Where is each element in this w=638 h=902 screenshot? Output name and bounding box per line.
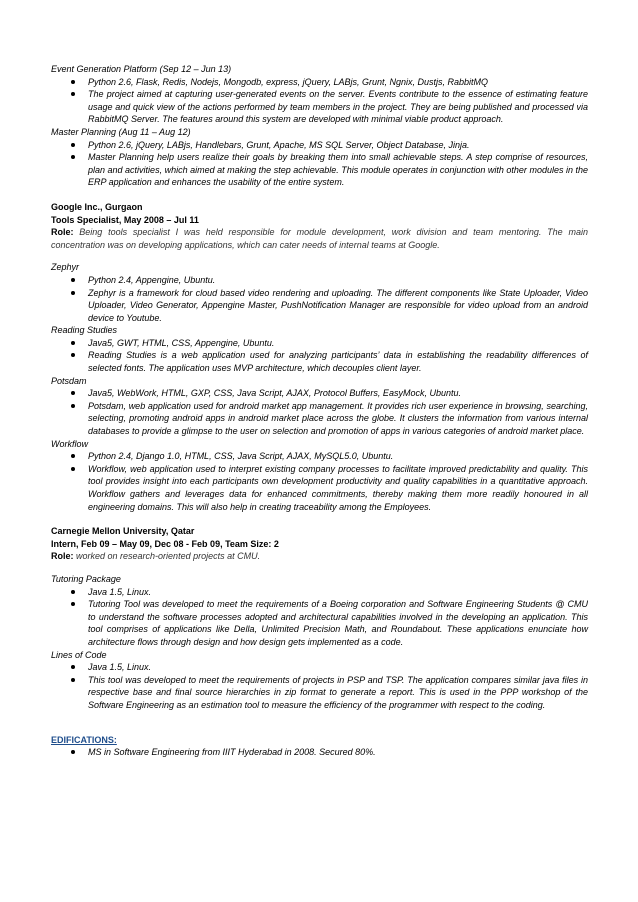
bullet-item: Reading Studies is a web application used for analyzing participants’ data in establishing the readability differences of selected fonts. The application uses MVP architecture, which decouples client layer.	[51, 349, 588, 374]
project-name: Potsdam	[51, 375, 87, 386]
project-name: Reading Studies	[51, 325, 118, 336]
job-title: Tools Specialist, May 2008 – Jul 11	[51, 214, 199, 225]
experience-google	[51, 201, 588, 513]
project-bullets	[51, 661, 588, 711]
role-description	[51, 226, 588, 251]
project-name: Master Planning (Aug 11 – Aug 12)	[51, 126, 191, 137]
bullet-item: Python 2.4, Django 1.0, HTML, CSS, Java Script, AJAX, MySQL5.0, Ubuntu.	[51, 450, 588, 463]
role-label: Role:	[51, 227, 74, 238]
project-name: Zephyr	[51, 262, 80, 273]
employer-name: Google Inc., Gurgaon	[51, 201, 143, 212]
project-bullets	[51, 337, 588, 375]
bullet-item: Potsdam, web application used for android market app management. It provides rich user experience in browsing, searching, selecting, promoting android apps in android market place across the globe. It clusters the information from various internal databases to provide a glimpse to the user on selection and promotion of apps in various categories of android market place.	[51, 400, 588, 438]
bullet-item: Python 2.6, jQuery, LABjs, Handlebars, Grunt, Apache, MS SQL Server, Object Database, Jinja.	[51, 139, 588, 152]
bullet-item: Python 2.6, Flask, Redis, Nodejs, Mongodb, express, jQuery, LABjs, Grunt, Ngnix, Dustjs, RabbitMQ	[51, 76, 588, 89]
project-bullets	[51, 274, 588, 324]
role-description	[51, 550, 588, 563]
project-bullets	[51, 387, 588, 437]
project-bullets	[51, 450, 588, 513]
bullet-item: Java 1.5, Linux.	[51, 661, 588, 674]
role-label: Role:	[51, 551, 74, 562]
bullet-item: Java5, GWT, HTML, CSS, Appengine, Ubuntu.	[51, 337, 588, 350]
employer-name: Carnegie Mellon University, Qatar	[51, 526, 195, 537]
experience-cmu	[51, 525, 588, 711]
project-name: Tutoring Package	[51, 573, 121, 584]
bullet-item: The project aimed at capturing user-generated events on the server. Events contribute to the essence of estimating feature usage and quick view of the actions performed by team members in the project. They are being published and processed via RabbitMQ Server. The features around this system are developed with minimal viable product approach.	[51, 88, 588, 126]
bullet-item: Master Planning help users realize their goals by breaking them into small achievable steps. A step comprise of resources, plan and activities, which aimed at making the step achievable. This module operates in conjunction with other modules in the ERP application and enhances the usability of the entire system.	[51, 151, 588, 189]
project-name: Event Generation Platform (Sep 12 – Jun 13)	[51, 64, 232, 74]
role-text: worked on research-oriented projects at CMU.	[76, 551, 261, 562]
job-title: Intern, Feb 09 – May 09, Dec 08 - Feb 09, Team Size: 2	[51, 538, 279, 549]
section-heading: EDIFICATIONS:	[51, 734, 117, 745]
bullet-item: Python 2.4, Appengine, Ubuntu.	[51, 274, 588, 287]
education-list	[51, 746, 588, 759]
project-name: Lines of Code	[51, 649, 107, 660]
projects-top	[51, 63, 588, 189]
bullet-item: This tool was developed to meet the requirements of projects in PSP and TSP. The application compares similar java files in respective base and final source hierarchies in zip format to generate a report. This is used in the PPP workshop of the Software Engineering as an estimation tool to measure the efficiency of the programmer with respect to the coding.	[51, 674, 588, 712]
resume-page	[51, 63, 588, 759]
bullet-item: Workflow, web application used to interpret existing company processes to facilitate improved predictability and quality. This tool provides insight into each participants own development productivity and quality capabilities in a quantitative approach. Workflow gathers and leverages data for enhanced commitments, thereby making them more readily honoured in all engineering domains. This will also help in creating traceability among the Employees.	[51, 463, 588, 513]
bullet-item: Zephyr is a framework for cloud based video rendering and uploading. The different components like State Uploader, Video Uploader, Video Generator, Appengine Master, PushNotification Manager are responsible for video upload from an android device to Youtube.	[51, 287, 588, 325]
project-bullets	[51, 76, 588, 126]
bullet-item: Tutoring Tool was developed to meet the requirements of a Boeing corporation and Software Engineering Students @ CMU to understand the software processes adopted and architectural capabilities involved in the developing an application. This tool comprises of applications like Della, Unlimited Precision Math, and Roundabout. These applications enunciate how architecture flows through design and how design gets implemented as a code.	[51, 598, 588, 648]
project-bullets	[51, 139, 588, 189]
bullet-item: Java 1.5, Linux.	[51, 586, 588, 599]
role-text: Being tools specialist I was held responsible for module development, work division and team mentoring. The main concentration was on developing applications, which can cater needs of internal teams at Google.	[51, 227, 588, 250]
education-section	[51, 734, 588, 759]
education-item: MS in Software Engineering from IIIT Hyderabad in 2008. Secured 80%.	[51, 746, 588, 759]
project-bullets	[51, 586, 588, 649]
bullet-item: Java5, WebWork, HTML, GXP, CSS, Java Script, AJAX, Protocol Buffers, EasyMock, Ubuntu.	[51, 387, 588, 400]
project-name: Workflow	[51, 438, 89, 449]
